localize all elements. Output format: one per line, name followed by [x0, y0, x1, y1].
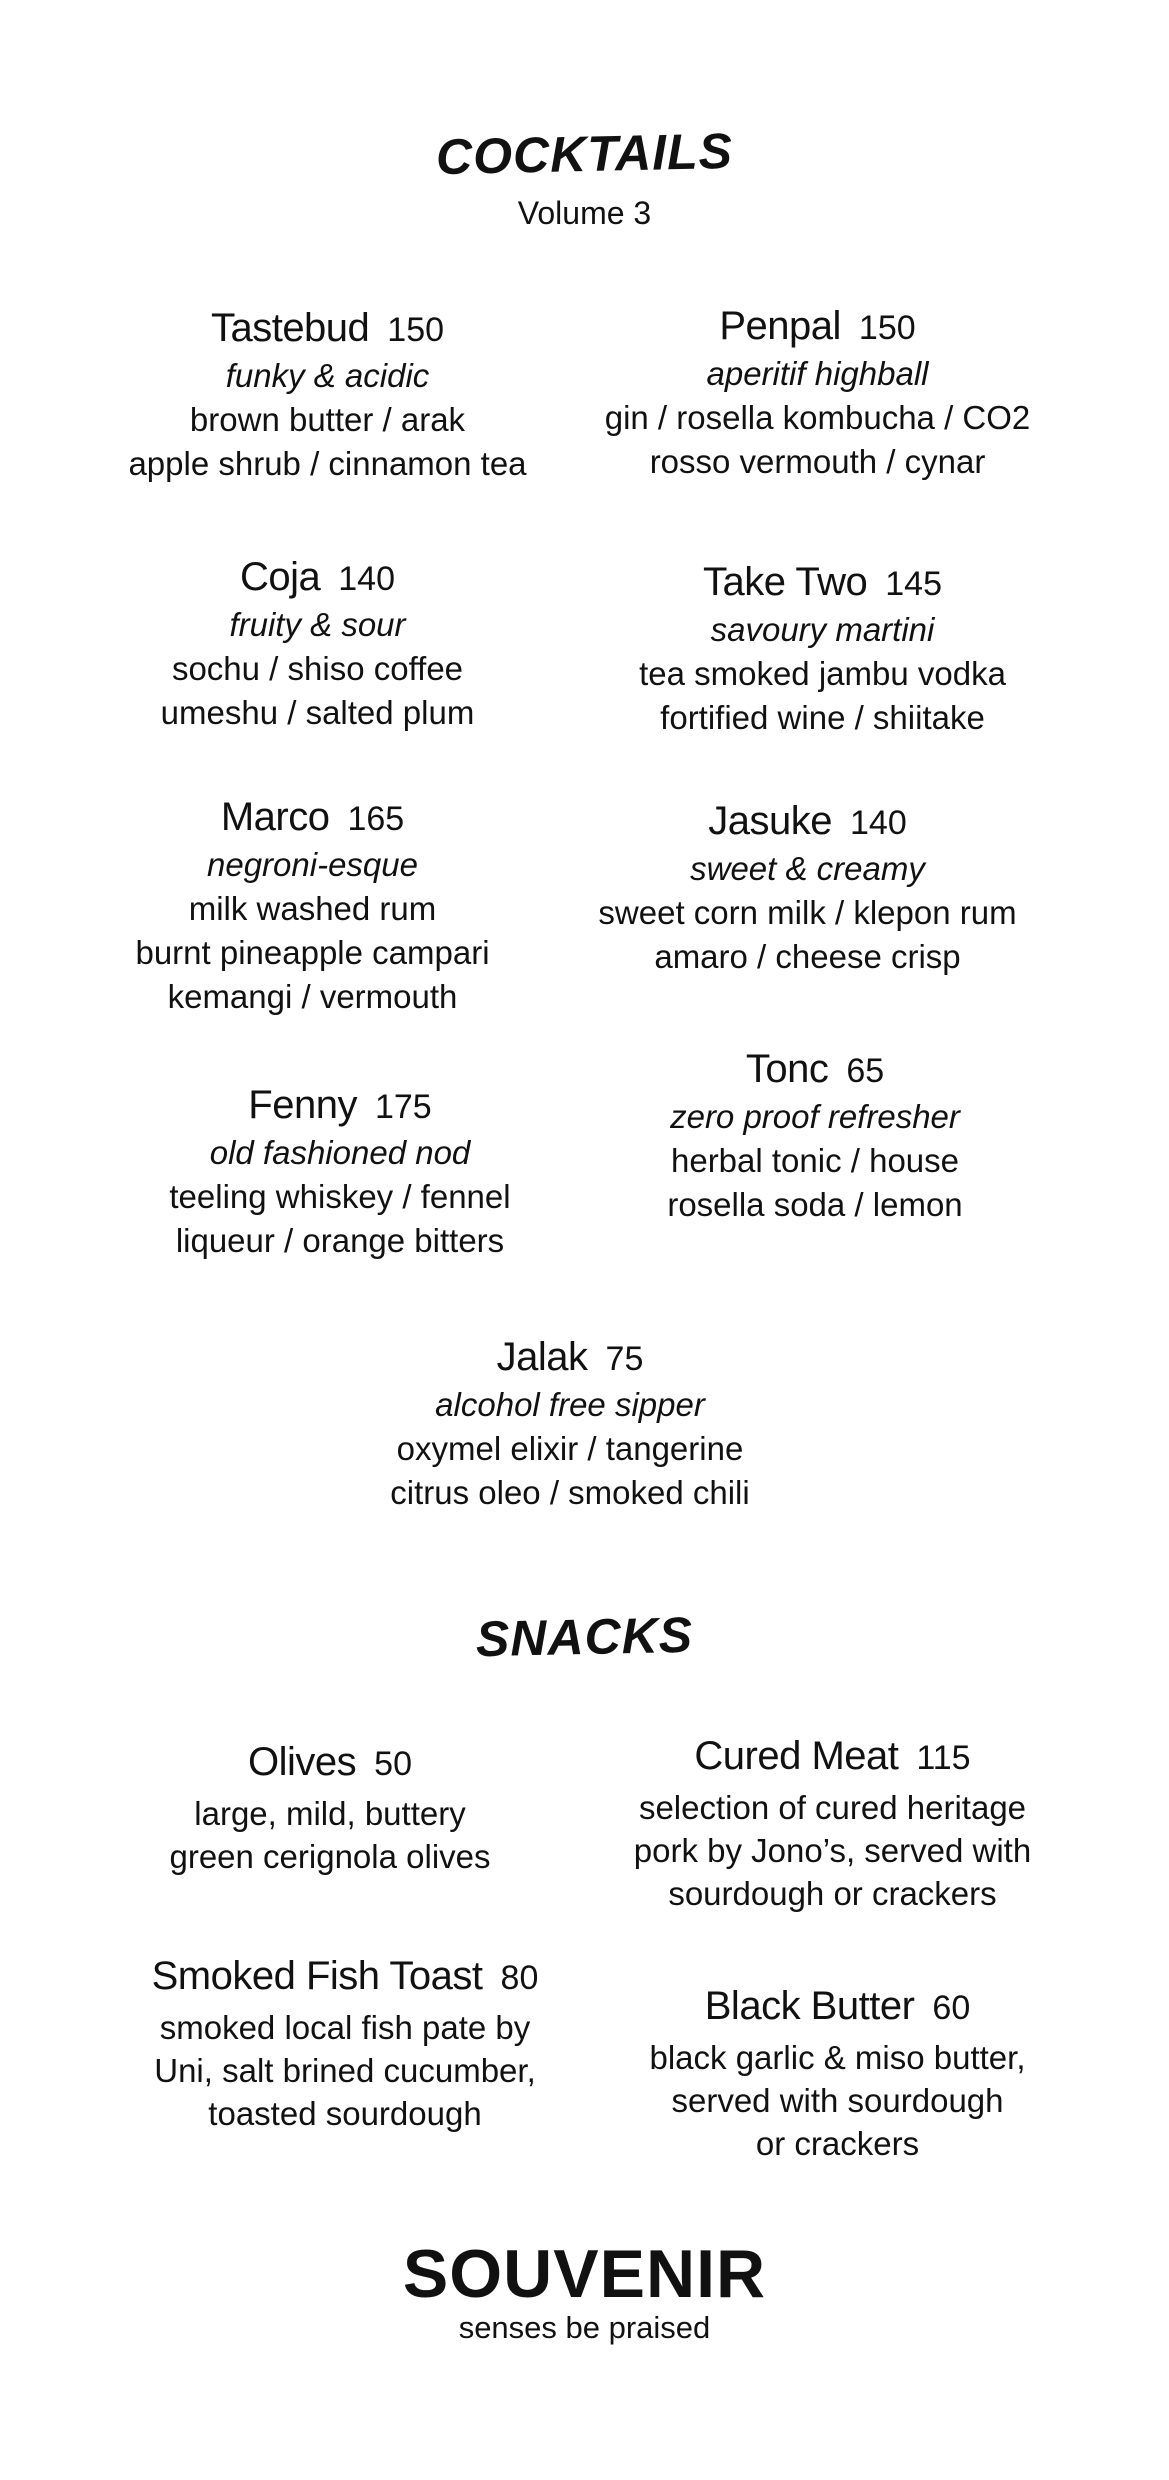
cocktail-style: old fashioned nod: [209, 1134, 471, 1171]
cocktail-item-marco: [85, 793, 540, 1019]
snack-description: black garlic & miso butter,: [649, 2039, 1026, 2076]
cocktail-ingredients: sweet corn milk / klepon rum: [598, 894, 1017, 931]
snack-item-olives: [100, 1738, 560, 1878]
cocktail-ingredients: herbal tonic / house: [670, 1142, 960, 1179]
cocktail-style: savoury martini: [710, 611, 935, 648]
cocktail-price: 65: [846, 1052, 885, 1090]
cocktail-style: fruity & sour: [229, 606, 406, 643]
cocktail-ingredients: rosella soda / lemon: [667, 1186, 963, 1223]
snack-description: or crackers: [755, 2125, 920, 2162]
cocktail-style: aperitif highball: [706, 355, 929, 392]
cocktail-price: 75: [605, 1340, 644, 1378]
snack-name: Olives: [248, 1740, 357, 1784]
snack-name: Cured Meat: [694, 1734, 899, 1778]
cocktail-style: funky & acidic: [225, 357, 430, 394]
cocktail-name: Marco: [220, 795, 330, 839]
cocktail-ingredients: rosso vermouth / cynar: [649, 443, 986, 480]
cocktail-ingredients: milk washed rum: [188, 890, 437, 927]
cocktail-name: Tastebud: [210, 306, 370, 350]
snack-description: smoked local fish pate by: [159, 2009, 531, 2046]
cocktail-ingredients: tea smoked jambu vodka: [639, 655, 1006, 692]
snack-item-black-butter: [605, 1982, 1070, 2165]
cocktail-ingredients: sochu / shiso coffee: [171, 650, 464, 687]
brand-logo: SOUVENIR: [402, 2236, 767, 2312]
cocktail-price: 140: [850, 804, 907, 842]
snack-description: Uni, salt brined cucumber,: [154, 2052, 536, 2089]
cocktail-name: Fenny: [248, 1083, 357, 1127]
cocktail-item-jalak: [335, 1333, 805, 1515]
snack-description: large, mild, buttery: [194, 1795, 466, 1832]
snack-description: green cerignola olives: [169, 1838, 491, 1875]
snacks-title: SNACKS: [475, 1606, 694, 1668]
cocktail-item-tonc: [585, 1045, 1045, 1227]
cocktail-item-jasuke: [580, 797, 1035, 979]
cocktail-name: Penpal: [719, 304, 841, 348]
cocktail-ingredients: apple shrub / cinnamon tea: [128, 445, 527, 482]
cocktails-title: COCKTAILS: [435, 122, 734, 186]
cocktail-ingredients: fortified wine / shiitake: [660, 699, 985, 736]
cocktail-price: 140: [338, 560, 395, 598]
cocktail-ingredients: brown butter / arak: [189, 401, 466, 438]
cocktail-ingredients: gin / rosella kombucha / CO2: [604, 399, 1031, 436]
snack-price: 80: [500, 1959, 539, 1997]
snack-price: 115: [916, 1739, 971, 1777]
cocktail-ingredients: amaro / cheese crisp: [654, 938, 961, 975]
cocktail-ingredients: umeshu / salted plum: [160, 694, 475, 731]
cocktail-item-coja: [85, 553, 550, 735]
cocktail-style: sweet & creamy: [690, 850, 925, 887]
snack-name: Smoked Fish Toast: [151, 1954, 483, 1998]
cocktail-ingredients: kemangi / vermouth: [167, 978, 458, 1015]
cocktail-style: alcohol free sipper: [435, 1386, 705, 1423]
cocktail-item-take-two: [590, 558, 1055, 740]
cocktail-ingredients: liqueur / orange bitters: [175, 1222, 505, 1259]
cocktail-price: 150: [858, 309, 916, 347]
cocktail-ingredients: burnt pineapple campari: [135, 934, 490, 971]
snack-item-smoked-fish-toast: [110, 1952, 580, 2135]
cocktail-price: 145: [885, 565, 942, 603]
cocktail-ingredients: teeling whiskey / fennel: [169, 1178, 511, 1215]
snack-description: selection of cured heritage: [638, 1789, 1027, 1826]
snack-price: 50: [374, 1745, 412, 1783]
cocktail-price: 165: [347, 800, 405, 838]
cocktail-price: 175: [374, 1088, 432, 1126]
cocktail-name: Jalak: [496, 1335, 588, 1379]
cocktail-item-fenny: [105, 1081, 575, 1263]
cocktail-name: Coja: [240, 555, 321, 599]
cocktail-ingredients: oxymel elixir / tangerine: [396, 1430, 744, 1467]
cocktail-item-penpal: [585, 302, 1050, 484]
cocktail-style: negroni-esque: [207, 846, 418, 883]
snack-description: served with sourdough: [671, 2082, 1004, 2119]
snack-name: Black Butter: [704, 1984, 915, 2028]
cocktail-name: Tonc: [745, 1047, 829, 1091]
snack-description: sourdough or crackers: [668, 1875, 997, 1912]
cocktail-ingredients: citrus oleo / smoked chili: [390, 1474, 750, 1511]
cocktail-price: 150: [387, 311, 445, 349]
cocktails-subtitle: Volume 3: [517, 195, 652, 231]
cocktail-name: Take Two: [703, 560, 868, 604]
cocktail-style: zero proof refresher: [670, 1098, 960, 1135]
snack-item-cured-meat: [600, 1732, 1065, 1915]
brand-tagline: senses be praised: [458, 2310, 711, 2345]
snack-price: 60: [932, 1989, 971, 2027]
cocktail-name: Jasuke: [708, 799, 832, 843]
cocktail-item-tastebud: [85, 304, 570, 486]
snack-description: pork by Jono’s, served with: [633, 1832, 1032, 1869]
snack-description: toasted sourdough: [208, 2095, 482, 2132]
